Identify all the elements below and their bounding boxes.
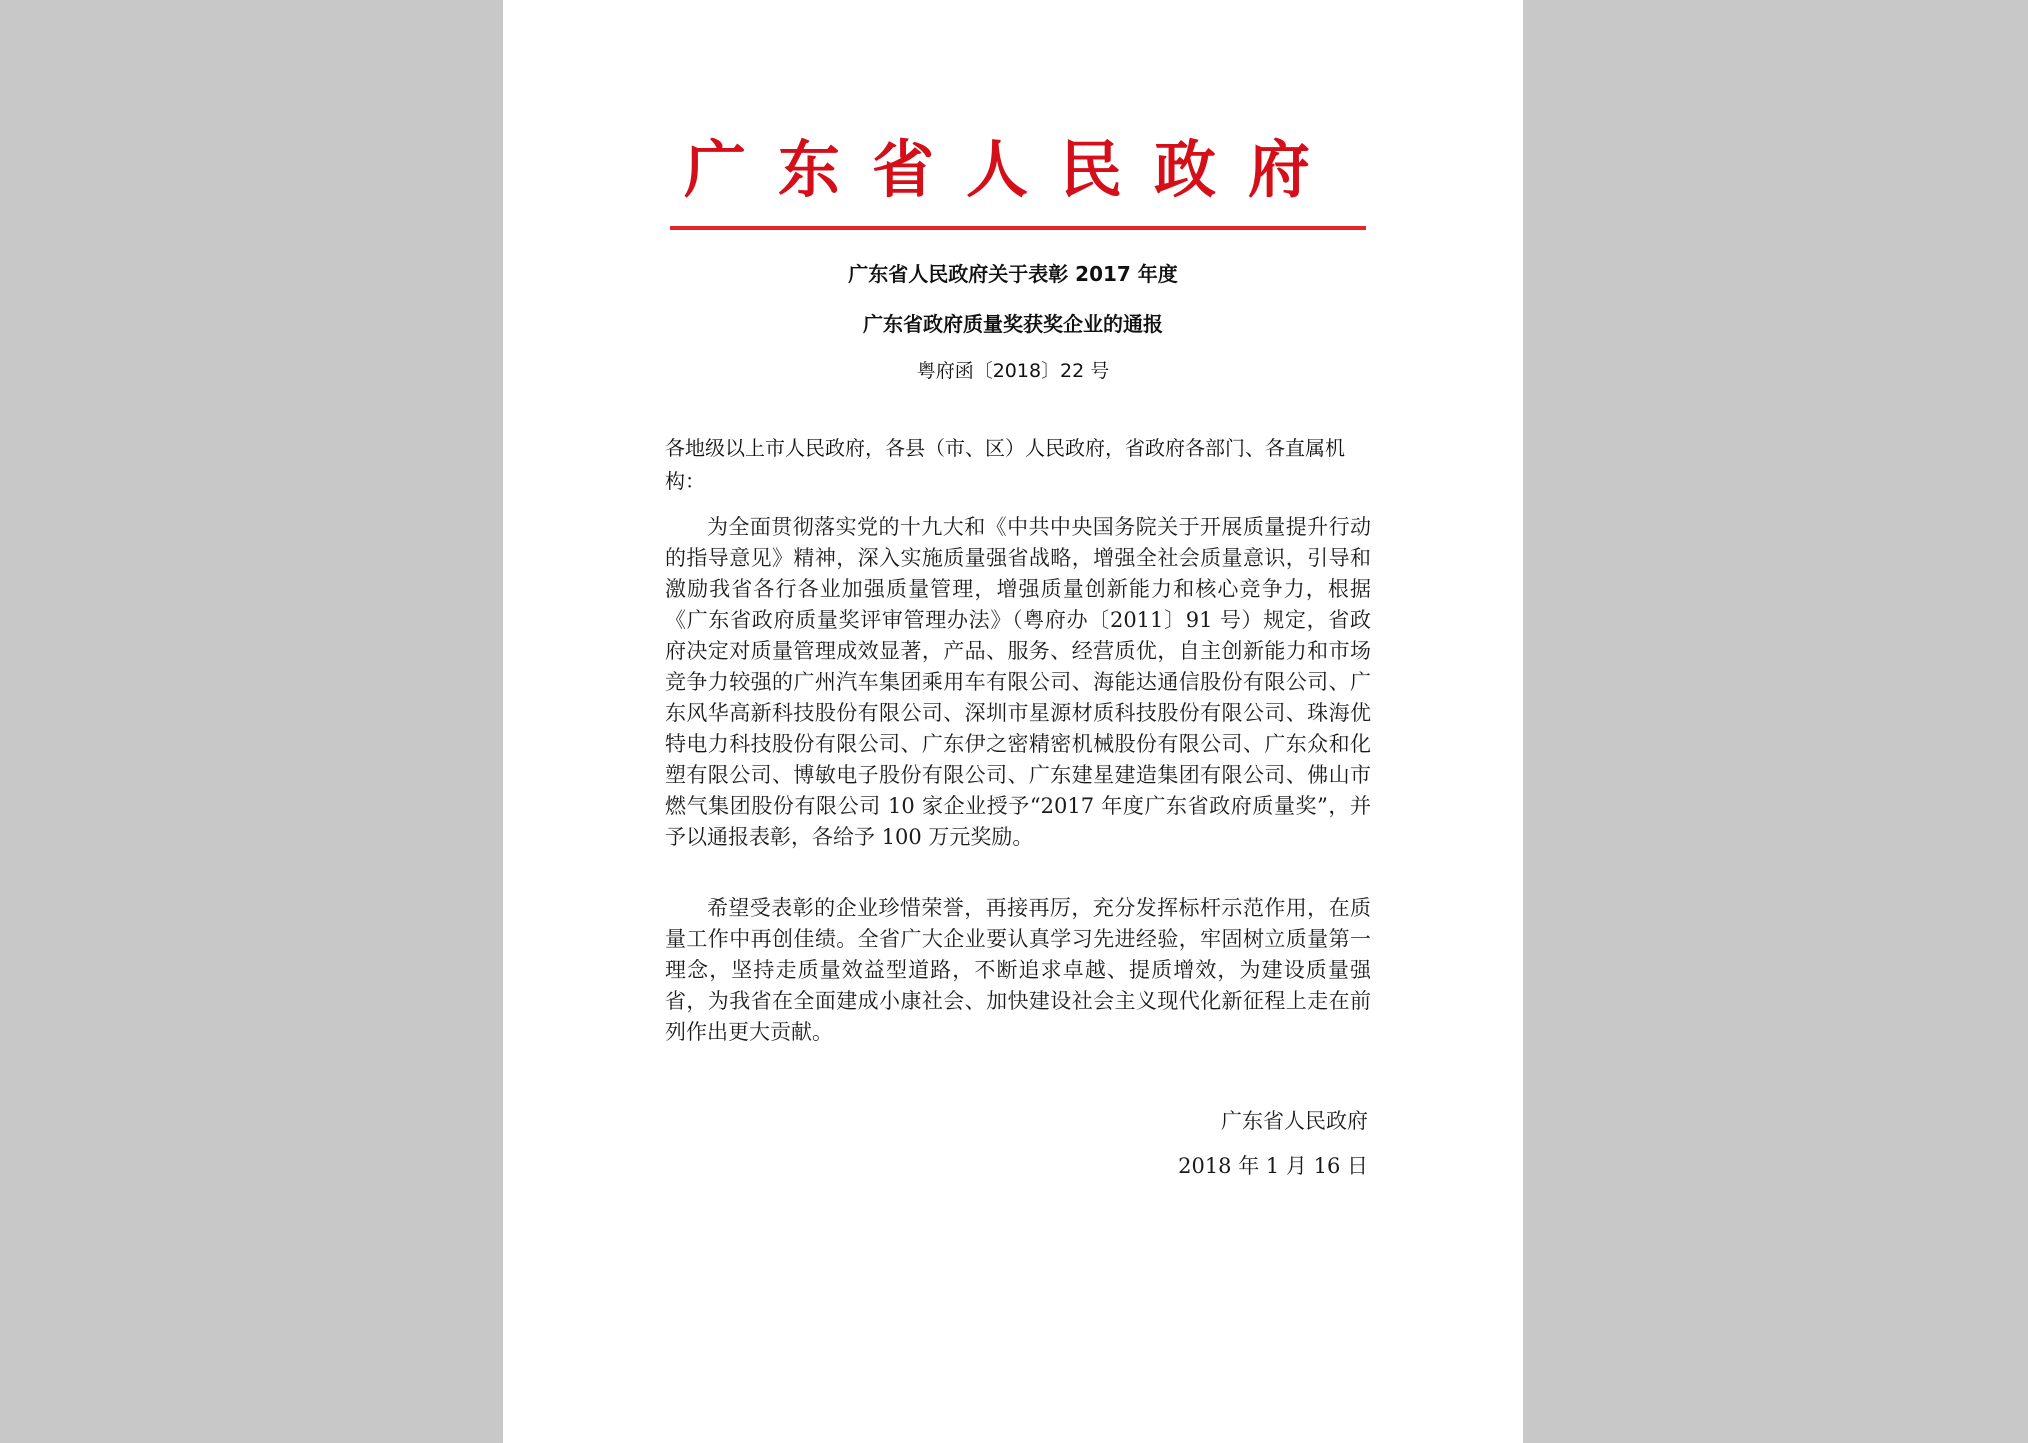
document-number: 粤府函〔2018〕22 号 <box>916 360 1110 382</box>
document-page <box>503 0 1523 1443</box>
body-paragraph-2: 希望受表彰的企业珍惜荣誉，再接再厉，充分发挥标杆示范作用，在质量工作中再创佳绩。全省广大企业要认真学习先进经验，牢固树立质量第一理念，坚持走质量效益型道路，不断追求卓越、提质增效，为建设质量强省，为我省在全面建成小康社会、加快建设社会主义现代化新征程上走在前列作出更大贡献。 <box>665 896 1371 1044</box>
signature-date: 2018 年 1 月 16 日 <box>1178 1154 1368 1178</box>
document-title-line-1: 广东省人民政府关于表彰 2017 年度 <box>848 262 1178 286</box>
addressee: 各地级以上市人民政府，各县（市、区）人民政府，省政府各部门、各直属机构： <box>665 436 1345 493</box>
document-title-line-2: 广东省政府质量奖获奖企业的通报 <box>863 312 1163 336</box>
masthead-title: 广东省人民政府 <box>683 133 1342 206</box>
masthead-red-rule <box>670 226 1366 230</box>
body-paragraph-1: 为全面贯彻落实党的十九大和《中共中央国务院关于开展质量提升行动的指导意见》精神，深入实施质量强省战略，增强全社会质量意识，引导和激励我省各行各业加强质量管理，增强质量创新能力和核心竞争力，根据《广东省政府质量奖评审管理办法》（粤府办〔2011〕91 号）规定，省政府决定对质量管理成效显著，产品、服务、经营质优，自主创新能力和市场竞争力较强的广州汽车集团乘用车有限公司、海能达通信股份有限公司、广东风华高新科技股份有限公司、深圳市星源材质科技股份有限公司、珠海优特电力科技股份有限公司、广东伊之密精密机械股份有限公司、广东众和化塑有限公司、博敏电子股份有限公司、广东建星建造集团有限公司、佛山市燃气集团股份有限公司 10 家企业授予“2017 年度广东省政府质量奖”，并予以通报表彰，各给予 100 万元奖励。 <box>665 515 1371 849</box>
signature-organization: 广东省人民政府 <box>1221 1109 1368 1133</box>
